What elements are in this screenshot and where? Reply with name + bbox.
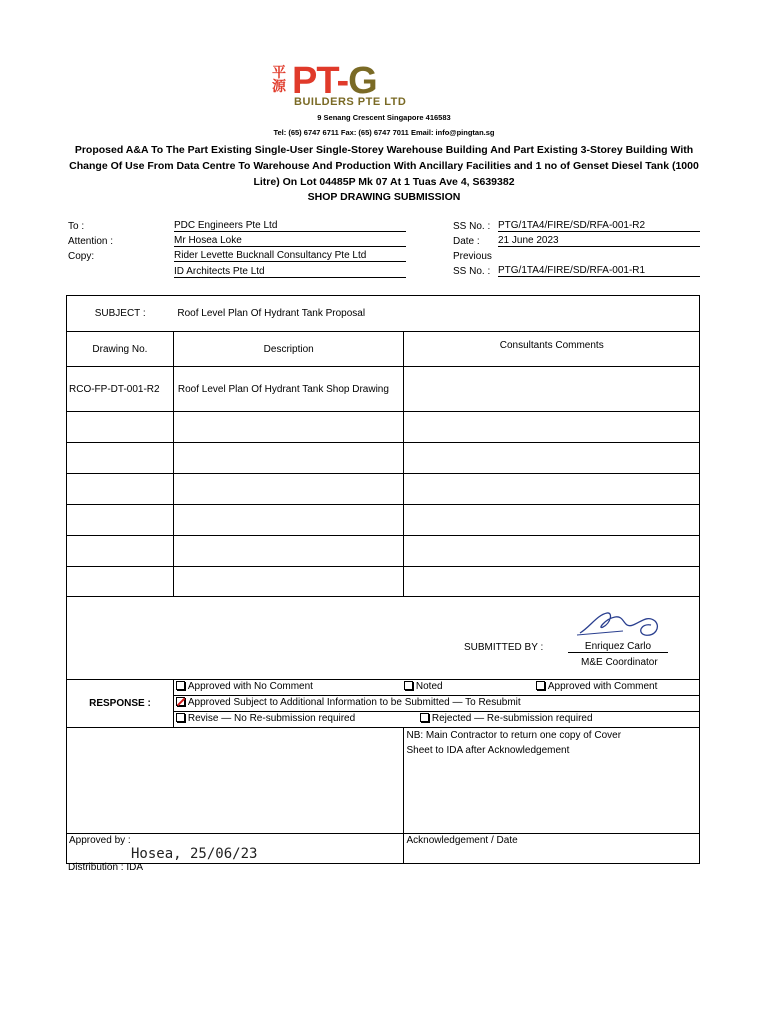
- row-drawing-no: RCO-FP-DT-001-R2: [67, 367, 174, 412]
- logo-cjk-mark: 平源: [272, 65, 286, 95]
- option-approved-subject: Approved Subject to Additional Information to be Submitted — To Resubmit: [187, 697, 521, 708]
- subject-row: [67, 296, 700, 332]
- submitter-role: M&E Coordinator: [581, 657, 658, 668]
- checkbox-approved-no-comment[interactable]: [176, 681, 185, 690]
- checkbox-noted[interactable]: [404, 681, 413, 690]
- logo-g: G: [348, 60, 377, 102]
- option-noted: Noted: [415, 681, 443, 692]
- nb-line-2: Sheet to IDA after Acknowledgement: [406, 745, 570, 756]
- date-value: 21 June 2023: [498, 235, 700, 247]
- acknowledgement-label: Acknowledgement / Date: [406, 835, 518, 846]
- submitter-name: Enriquez Carlo: [568, 641, 668, 653]
- attention-label: Attention :: [68, 236, 114, 247]
- nb-line-1: NB: Main Contractor to return one copy of Cover: [406, 730, 622, 741]
- option-approved-with-comment: Approved with Comment: [547, 681, 658, 692]
- copy-value-1: Rider Levette Bucknall Consultancy Pte Ltd: [174, 250, 406, 262]
- company-logo: [272, 60, 422, 110]
- col-drawing-no: Drawing No.: [67, 332, 174, 367]
- checkbox-revise[interactable]: [176, 713, 185, 722]
- table-row: [67, 443, 700, 474]
- table-row: [67, 474, 700, 505]
- previous-label: Previous: [453, 251, 492, 262]
- project-title: Proposed A&A To The Part Existing Single-User Single-Storey Warehouse Building And Part Existing 3-Storey Building With Change Of Use From Data Centre To Warehouse And Production With Ancillary Facilities and 1 no of Genset Diesel Tank (1000 Litre) On Lot 04485P Mk 07 At 1 Tuas Ave 4, S639382: [69, 144, 699, 188]
- col-consultant-comments: Consultants Comments: [404, 332, 700, 367]
- approved-by-value: Hosea, 25/06/23: [131, 846, 258, 862]
- response-label: RESPONSE :: [67, 680, 174, 728]
- company-address: 9 Senang Crescent Singapore 416583: [317, 113, 451, 122]
- row-comment: [404, 367, 700, 412]
- row-description: Roof Level Plan Of Hydrant Tank Shop Drawing: [173, 367, 404, 412]
- option-approved-no-comment: Approved with No Comment: [187, 681, 313, 692]
- to-value: PDC Engineers Pte Ltd: [174, 220, 406, 232]
- subject-label: SUBJECT :: [67, 296, 174, 332]
- attention-value: Mr Hosea Loke: [174, 235, 406, 247]
- distribution: Distribution : IDA: [68, 862, 144, 873]
- ss-value: PTG/1TA4/FIRE/SD/RFA-001-R2: [498, 220, 700, 232]
- acknowledgement-cell: [404, 834, 700, 864]
- col-description: Description: [173, 332, 404, 367]
- table-row: [67, 536, 700, 567]
- copy-label: Copy:: [68, 251, 95, 262]
- company-contact: Tel: (65) 6747 6711 Fax: (65) 6747 7011 Email: info@pingtan.sg: [273, 128, 495, 137]
- response-options: [173, 680, 699, 728]
- response-row: [67, 680, 700, 728]
- subject-value: Roof Level Plan Of Hydrant Tank Proposal: [173, 296, 699, 332]
- approved-by-label: Approved by :: [69, 835, 131, 846]
- submission-table: [66, 295, 700, 864]
- table-row: [67, 505, 700, 536]
- checkbox-rejected[interactable]: [420, 713, 429, 722]
- approved-by-cell: [67, 834, 404, 864]
- table-row: [67, 567, 700, 597]
- option-revise: Revise — No Re-submission required: [187, 713, 356, 724]
- ss-label: SS No. :: [453, 221, 491, 232]
- to-label: To :: [68, 221, 85, 232]
- logo-pt: PT-: [292, 60, 349, 102]
- checkbox-approved-with-comment[interactable]: [536, 681, 545, 690]
- form-title: SHOP DRAWING SUBMISSION: [307, 191, 461, 203]
- submitted-by-label: SUBMITTED BY :: [464, 642, 544, 653]
- approval-row: [67, 834, 700, 864]
- column-header-row: [67, 332, 700, 367]
- remarks-row: [67, 728, 700, 834]
- checkbox-approved-subject[interactable]: [176, 697, 185, 706]
- copy-value-2: ID Architects Pte Ltd: [174, 266, 406, 278]
- table-row: [67, 412, 700, 443]
- logo-subtitle: BUILDERS PTE LTD: [294, 96, 407, 108]
- signature-image: [575, 605, 665, 645]
- date-label: Date :: [453, 236, 480, 247]
- table-row: [67, 367, 700, 412]
- prev-ss-value: PTG/1TA4/FIRE/SD/RFA-001-R1: [498, 265, 700, 277]
- option-rejected: Rejected — Re-submission required: [431, 713, 593, 724]
- prev-ss-label: SS No. :: [453, 266, 491, 277]
- nb-cell: [404, 728, 700, 834]
- remarks-left: [67, 728, 404, 834]
